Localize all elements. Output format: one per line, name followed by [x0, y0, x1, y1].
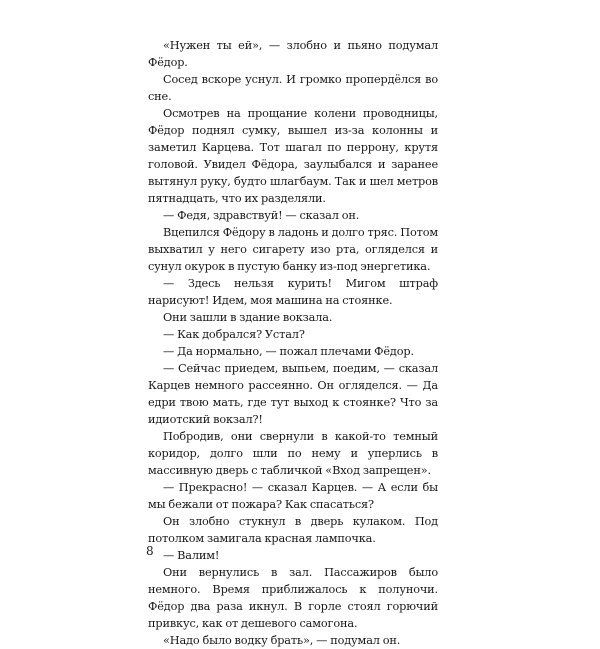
paragraph: Вцепился Фёдору в ладонь и долго тряс. Потом выхватил у него сигарету изо рта, огляделся и сунул окурок в пустую банку из-под энергетика. [148, 226, 438, 273]
paragraph: «Надо было водку брать», — подумал он. [163, 634, 401, 647]
paragraph: — Как добрался? Устал? [163, 328, 305, 341]
paragraph: — Федя, здравствуй! — сказал он. [163, 209, 360, 222]
paragraph: Он злобно стукнул в дверь кулаком. Под потолком замигала красная лампочка. [148, 515, 438, 545]
paragraph: Сосед вскоре уснул. И громко пропердёлся во сне. [148, 73, 438, 103]
paragraph: Они зашли в здание вокзала. [163, 311, 333, 324]
paragraph: — Да нормально, — пожал плечами Фёдор. [163, 345, 414, 358]
paragraph: — Сейчас приедем, выпьем, поедим, — сказал Карцев немного рассеянно. Он огляделся. — Да едри твою мать, где тут выход к стоянке? Что за идиотский вокзал?! [148, 362, 438, 426]
paragraph: — Валим! [163, 549, 220, 562]
paragraph: «Нужен ты ей», — злобно и пьяно подумал Фёдор. [148, 39, 438, 69]
body-text [148, 37, 438, 649]
paragraph: — Здесь нельзя курить! Мигом штраф нарисуют! Идем, моя машина на стоянке. [148, 277, 438, 307]
page-number: 8 [146, 544, 154, 558]
paragraph: Осмотрев на прощание колени проводницы, Фёдор поднял сумку, вышел из-за колонны и заметил Карцева. Тот шагал по перрону, крутя головой. Увидел Фёдора, заулыбался и заранее вытянул руку, будто шлагбаум. Так и шел метров пятнадцать, что их разделяли. [148, 107, 438, 205]
paragraph: — Прекрасно! — сказал Карцев. — А если бы мы бежали от пожара? Как спасаться? [148, 481, 438, 511]
paragraph: Они вернулись в зал. Пассажиров было немного. Время приближалось к полуночи. Фёдор два раза икнул. В горле стоял горючий привкус, как от дешевого самогона. [148, 566, 438, 630]
paragraph: Побродив, они свернули в какой-то темный коридор, долго шли по нему и уперлись в массивную дверь с табличкой «Вход запрещен». [148, 430, 438, 477]
